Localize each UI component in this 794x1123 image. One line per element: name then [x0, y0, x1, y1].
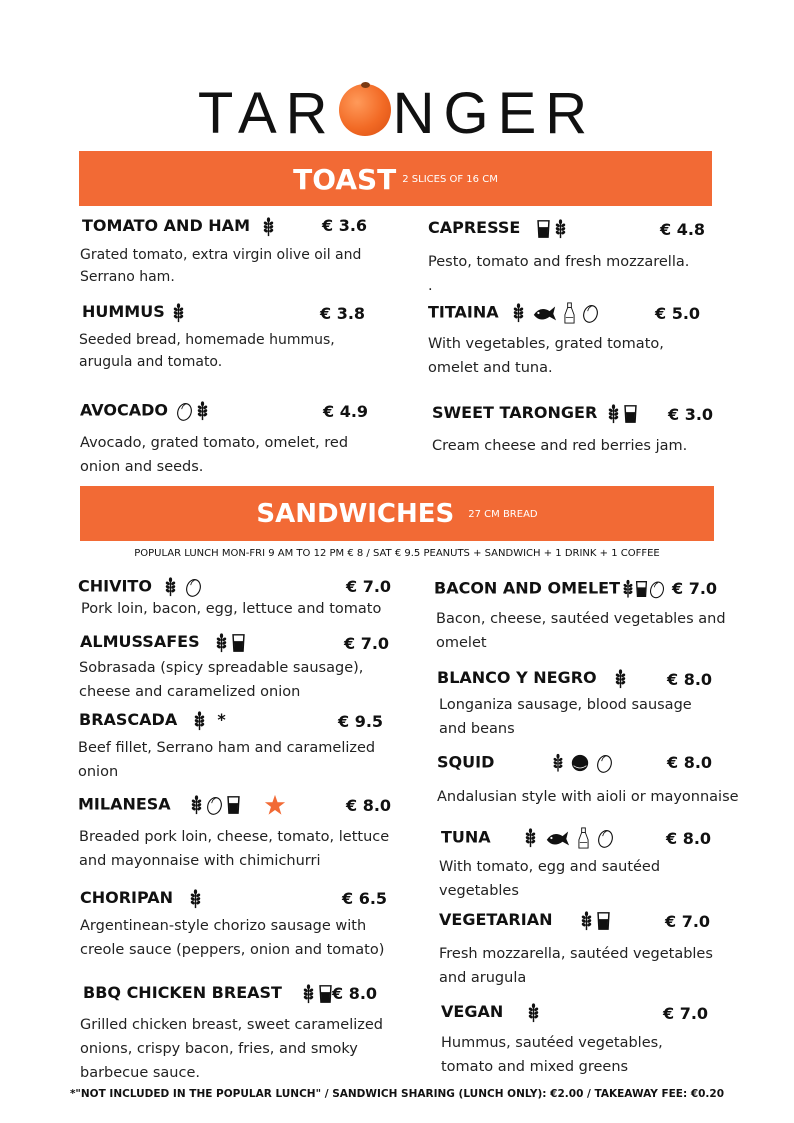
item-name: CHIVITO [78, 576, 152, 596]
menu-item-tuna [441, 827, 614, 849]
item-name: MILANESA [78, 794, 171, 814]
item-description: Bacon, cheese, sautéed vegetables and omelet [436, 611, 726, 651]
brand-logo [0, 80, 794, 146]
toast-subtitle: 2 SLICES OF 16 CM [402, 174, 498, 185]
item-name: TITAINA [428, 302, 499, 322]
wheat-icon [622, 579, 634, 599]
brand-name-left: TAR [197, 81, 337, 146]
wheat-icon [554, 219, 567, 239]
menu-item-bacon-and-omelet [434, 578, 665, 600]
wheat-icon [262, 217, 275, 237]
egg-icon [597, 827, 614, 849]
wheat-icon [190, 795, 203, 815]
price: € 5.0 [655, 304, 701, 323]
item-description: Sobrasada (spicy spreadable sausage), cheese and caramelized onion [79, 660, 364, 700]
wheat-icon [172, 303, 185, 323]
wheat-icon [580, 911, 593, 931]
item-description: Longaniza sausage, blood sausage and beans [439, 697, 692, 737]
sandwiches-banner [80, 486, 714, 541]
item-description: Grated tomato, extra virgin olive oil and Serrano ham. [80, 247, 362, 285]
wheat-icon [607, 404, 620, 424]
price: € 7.0 [665, 912, 711, 931]
menu-item-chivito [78, 576, 202, 598]
menu-item-tomato-and-ham [82, 216, 275, 237]
sandwiches-title: SANDWICHES [256, 499, 455, 529]
menu-item-avocado [80, 400, 209, 422]
item-name: BACON AND OMELET [434, 578, 620, 598]
wheat-icon [196, 401, 209, 421]
toast-banner [79, 151, 712, 206]
fish-icon [544, 827, 570, 849]
wheat-icon [552, 753, 564, 773]
glass-icon [226, 795, 241, 815]
item-description: Hummus, sautéed vegetables, tomato and mixed greens [441, 1035, 663, 1075]
wheat-icon [215, 633, 228, 653]
egg-icon [206, 794, 223, 816]
menu-item-milanesa [78, 794, 286, 816]
menu-item-squid [437, 752, 613, 774]
price: € 8.0 [667, 753, 713, 772]
item-name: VEGAN [441, 1002, 504, 1021]
price: € 8.0 [666, 829, 712, 848]
item-name: AVOCADO [80, 400, 169, 420]
item-name: BBQ CHICKEN BREAST [83, 983, 282, 1002]
item-description: Breaded pork loin, cheese, tomato, lettuce and mayonnaise with chimichurri [79, 829, 390, 869]
price: € 3.6 [322, 216, 368, 235]
shellfish-icon [570, 753, 590, 773]
item-name: TUNA [441, 827, 491, 847]
item-name: BRASCADA [79, 710, 178, 729]
price: € 9.5 [338, 712, 384, 731]
menu-item-almussafes [80, 632, 246, 653]
item-description: Beef fillet, Serrano ham and caramelized onion [78, 740, 376, 780]
egg-icon [582, 302, 599, 324]
item-description: With vegetables, grated tomato, omelet and tuna. [428, 336, 664, 376]
item-description: Seeded bread, homemade hummus, arugula and tomato. [79, 332, 335, 370]
glass-icon [596, 911, 611, 931]
sandwiches-subtitle: 27 CM BREAD [468, 509, 538, 520]
item-name: HUMMUS [82, 302, 165, 321]
glass-icon [536, 219, 551, 239]
star-icon [264, 794, 286, 816]
glass-icon [318, 984, 333, 1004]
item-description: Pork loin, bacon, egg, lettuce and tomato [81, 601, 382, 617]
bottle-icon [577, 827, 590, 849]
item-name: CHORIPAN [80, 888, 174, 907]
price: € 4.9 [323, 402, 369, 421]
egg-icon [176, 400, 193, 422]
wheat-icon [527, 1003, 540, 1023]
wheat-icon [614, 669, 627, 689]
item-description: Grilled chicken breast, sweet caramelized onions, crispy bacon, fries, and smoky barbecue sauce. [80, 1017, 383, 1081]
price: € 7.0 [672, 579, 718, 598]
item-name: SWEET TARONGER [432, 403, 598, 422]
menu-item-vegan [441, 1002, 540, 1023]
item-name: CAPRESSE [428, 218, 521, 237]
item-name: TOMATO AND HAM [82, 216, 250, 235]
price: € 3.8 [320, 304, 366, 323]
menu-item-titaina [428, 302, 599, 324]
wheat-icon [193, 711, 206, 731]
item-description: Pesto, tomato and fresh mozzarella. [428, 254, 690, 270]
orange-icon [339, 84, 391, 136]
egg-icon [185, 576, 202, 598]
egg-icon [596, 752, 613, 774]
item-description: Avocado, grated tomato, omelet, red onion and seeds. [80, 435, 349, 475]
menu-item-bbq-chicken-breast [83, 983, 333, 1004]
footer-note: *"NOT INCLUDED IN THE POPULAR LUNCH" / SANDWICH SHARING (LUNCH ONLY): €2.00 / TAKEAWAY FEE: €0.20 [69, 1088, 725, 1100]
stray-mark: . [428, 278, 433, 294]
wheat-icon [524, 828, 537, 848]
item-name: SQUID [437, 752, 495, 772]
price: € 3.0 [668, 405, 714, 424]
price: € 8.0 [332, 984, 378, 1003]
item-description: With tomato, egg and sautéed vegetables [439, 859, 661, 899]
menu-item-vegetarian [439, 910, 611, 931]
price: € 8.0 [667, 670, 713, 689]
fish-icon [531, 302, 557, 324]
price: € 7.0 [344, 634, 390, 653]
brand-name-right: NGER [392, 81, 597, 146]
price: € 7.0 [663, 1004, 709, 1023]
item-name: BLANCO Y NEGRO [437, 668, 597, 687]
item-description: Cream cheese and red berries jam. [432, 438, 688, 454]
price: € 7.0 [346, 577, 392, 596]
glass-icon [231, 633, 246, 653]
bottle-icon [563, 302, 576, 324]
menu-item-brascada [79, 710, 226, 731]
wheat-icon [302, 984, 315, 1004]
egg-icon [649, 578, 665, 600]
wheat-icon [189, 889, 202, 909]
not-included-asterisk: * [217, 710, 226, 729]
menu-item-hummus [82, 302, 185, 323]
item-description: Fresh mozzarella, sautéed vegetables and arugula [439, 946, 713, 986]
menu-item-blanco-y-negro [437, 668, 627, 689]
item-name: ALMUSSAFES [80, 632, 200, 651]
price: € 6.5 [342, 889, 388, 908]
toast-title: TOAST [293, 163, 397, 196]
item-description: Andalusian style with aioli or mayonnaise [437, 789, 739, 805]
menu-item-capresse [428, 218, 567, 239]
wheat-icon [164, 577, 177, 597]
item-name: VEGETARIAN [439, 910, 553, 929]
price: € 8.0 [346, 796, 392, 815]
price: € 4.8 [660, 220, 706, 239]
wheat-icon [512, 303, 525, 323]
popular-lunch-note: POPULAR LUNCH MON-FRI 9 AM TO 12 PM € 8 / SAT € 9.5 PEANUTS + SANDWICH + 1 DRINK + 1 COFFEE [134, 548, 660, 559]
glass-icon [623, 404, 638, 424]
item-description: Argentinean-style chorizo sausage with creole sauce (peppers, onion and tomato) [80, 918, 385, 958]
menu-item-sweet-taronger [432, 403, 638, 424]
glass-icon [635, 579, 648, 599]
menu-item-choripan [80, 888, 202, 909]
